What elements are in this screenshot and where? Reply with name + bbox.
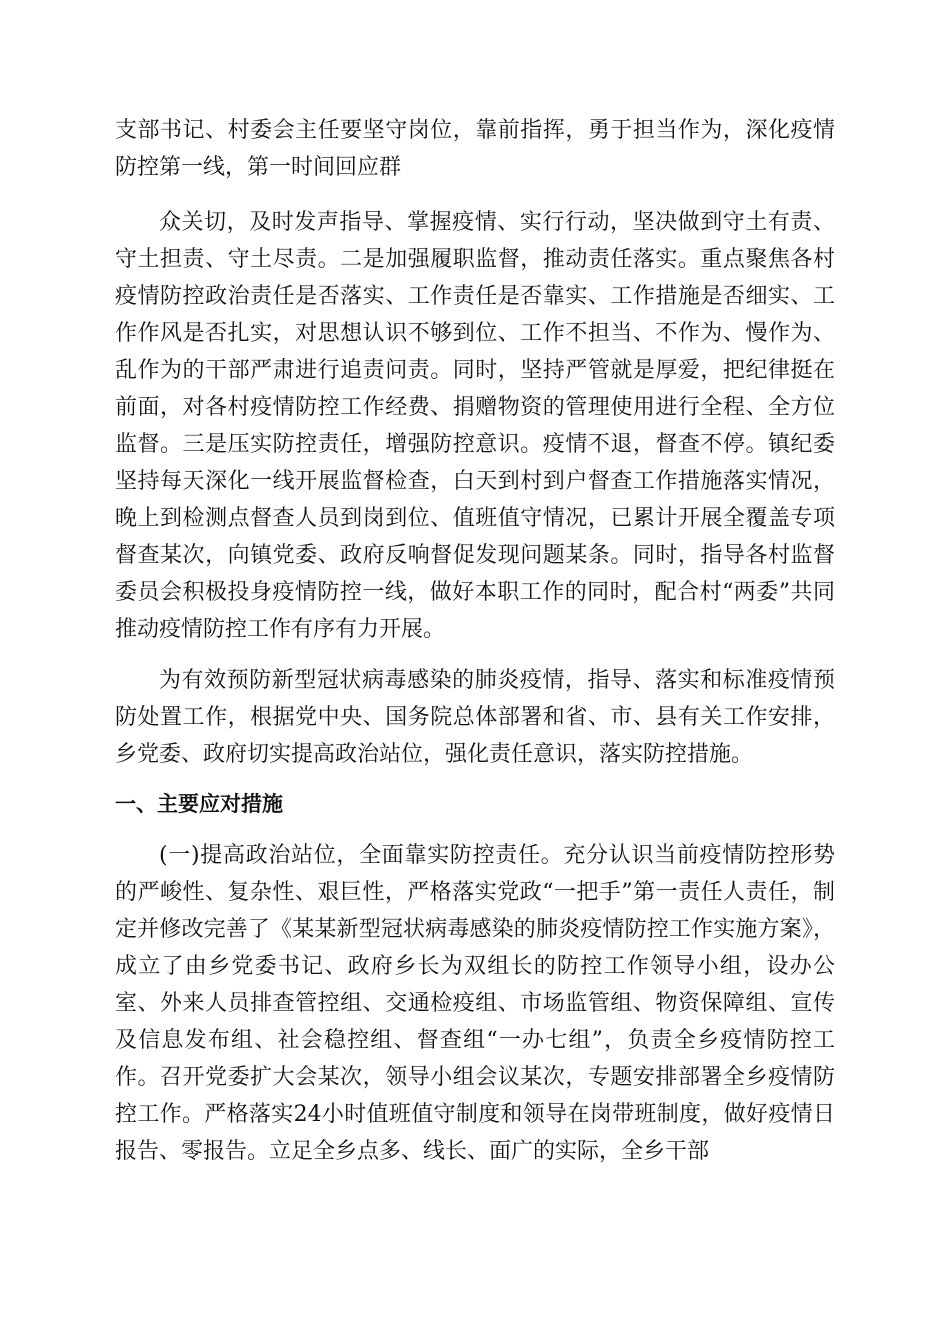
paragraph-2: 众关切，及时发声指导、掌握疫情、实行行动，坚决做到守土有责、守土担责、守土尽责。二是加强履职监督，推动责任落实。重点聚焦各村疫情防控政治责任是否落实、工作责任是否靠实、工作措施是否细实、工作作风是否扎实，对思想认识不够到位、工作不担当、不作为、慢作为、乱作为的干部严肃进行追责问责。同时，坚持严管就是厚爱，把纪律挺在前面，对各村疫情防控工作经费、捐赠物资的管理使用进行全程、全方位监督。三是压实防控责任，增强防控意识。疫情不退，督查不停。镇纪委坚持每天深化一线开展监督检查，白天到村到户督查工作措施落实情况，晚上到检测点督查人员到岗到位、值班值守情况，已累计开展全覆盖专项督查某次，向镇党委、政府反响督促发现问题某条。同时，指导各村监督委员会积极投身疫情防控一线，做好本职工作的同时，配合村“两委”共同推动疫情防控工作有序有力开展。	[115, 210, 835, 642]
paragraph-1: 支部书记、村委会主任要坚守岗位，靠前指挥，勇于担当作为，深化疫情防控第一线，第一时间回应群	[115, 118, 835, 180]
paragraph-3: 为有效预防新型冠状病毒感染的肺炎疫情，指导、落实和标准疫情预防处置工作，根据党中央、国务院总体部署和省、市、县有关工作安排，乡党委、政府切实提高政治站位，强化责任意识，落实防控措施。	[115, 668, 835, 767]
document-body	[115, 112, 835, 1170]
paragraph-4: (一)提高政治站位，全面靠实防控责任。充分认识当前疫情防控形势的严峻性、复杂性、艰巨性，严格落实党政“一把手”第一责任人责任，制定并修改完善了《某某新型冠状病毒感染的肺炎疫情防控工作实施方案》，成立了由乡党委书记、政府乡长为双组长的防控工作领导小组，设办公室、外来人员排查管控组、交通检疫组、市场监管组、物资保障组、宣传及信息发布组、社会稳控组、督查组“一办七组”，负责全乡疫情防控工作。召开党委扩大会某次，领导小组会议某次，专题安排部署全乡疫情防控工作。严格落实24小时值班值守制度和领导在岗带班制度，做好疫情日报告、零报告。立足全乡点多、线长、面广的实际，全乡干部	[115, 843, 835, 1164]
section-heading: 一、主要应对措施	[115, 792, 283, 816]
